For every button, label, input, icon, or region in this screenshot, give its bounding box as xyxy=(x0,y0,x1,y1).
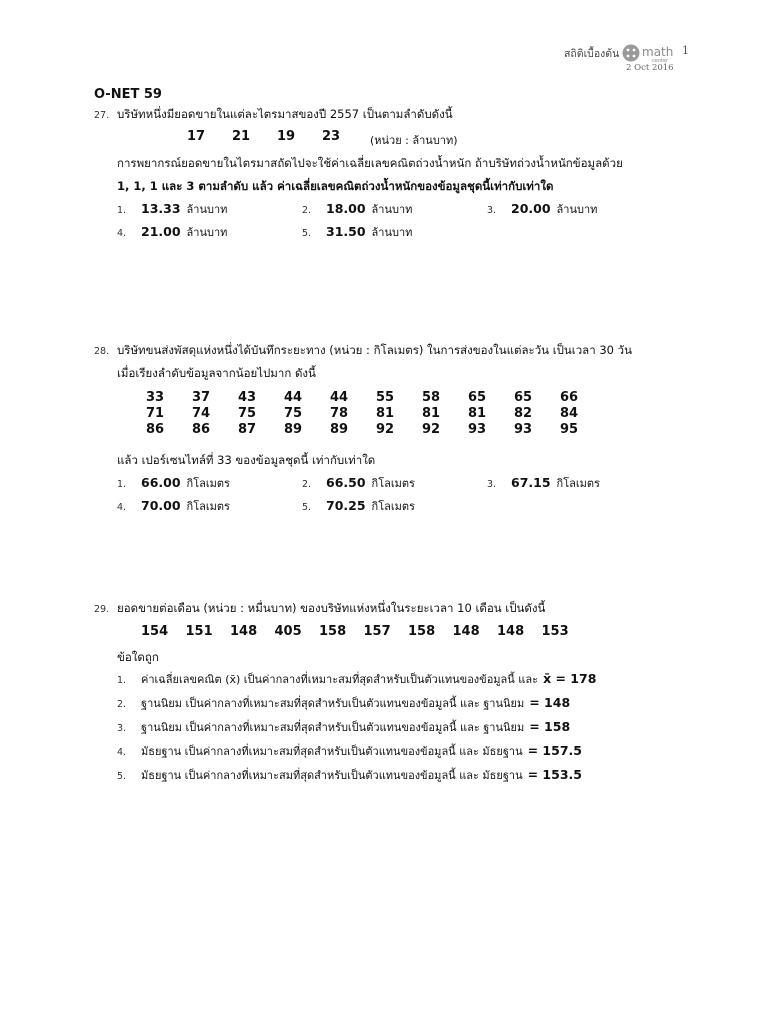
option-number: 2. xyxy=(117,699,127,710)
q27-text: บริษัทหนึ่งมียอดขายในแต่ละไตรมาสของปี 2557 เป็นตามลำดับดังนี้ xyxy=(117,107,453,121)
q28-table-cell: 65 xyxy=(468,390,487,405)
option-number: 4. xyxy=(117,228,127,239)
q28-table-cell: 84 xyxy=(560,406,579,421)
q29-option-3[interactable] xyxy=(117,718,677,742)
q29-data-value: 148 xyxy=(230,624,258,639)
option-value: 20.00 xyxy=(511,201,551,216)
q28-table-cell: 44 xyxy=(330,390,349,405)
option-value: 13.33 xyxy=(141,201,181,216)
q28-table-cell: 87 xyxy=(238,422,257,437)
option-text: มัธยฐาน เป็นค่ากลางที่เหมาะสมที่สุดสำหรับเป็นตัวแทนของข้อมูลนี้ และ มัธยฐาน xyxy=(141,745,523,758)
q28-table-row xyxy=(146,406,606,421)
q27-option-4[interactable] xyxy=(117,223,302,241)
q28-options xyxy=(117,474,677,520)
option-unit: ล้านบาท xyxy=(371,203,413,216)
q28-table-cell: 71 xyxy=(146,406,165,421)
q29-data-value: 148 xyxy=(497,624,525,639)
q28-text: บริษัทขนส่งพัสดุแห่งหนึ่งได้บันทึกระยะทาง (หน่วย : กิโลเมตร) ในการส่งของในแต่ละวัน เป็นเวลา 30 วัน xyxy=(117,343,632,357)
q27-option-row xyxy=(117,223,677,246)
option-value: 21.00 xyxy=(141,224,181,239)
q28-option-row xyxy=(117,474,677,497)
q28-table-cell: 92 xyxy=(376,422,395,437)
q28-table-cell: 86 xyxy=(146,422,165,437)
option-unit: กิโลเมตร xyxy=(186,500,230,513)
q28-option-5[interactable] xyxy=(302,497,487,515)
option-number: 1. xyxy=(117,675,127,686)
q28-table-cell: 58 xyxy=(422,390,441,405)
option-unit: กิโลเมตร xyxy=(186,477,230,490)
q28-table-cell: 74 xyxy=(192,406,211,421)
q27-number: 27. xyxy=(94,110,110,121)
q27-unit: (หน่วย : ล้านบาท) xyxy=(370,134,458,147)
option-value: = 158 xyxy=(529,719,571,734)
q29-question: ข้อใดถูก xyxy=(117,650,159,664)
option-number: 5. xyxy=(302,228,312,239)
q28-table-cell: 93 xyxy=(514,422,533,437)
q28-table-cell: 43 xyxy=(238,390,257,405)
option-number: 4. xyxy=(117,502,127,513)
q29-data-value: 153 xyxy=(541,624,569,639)
q27-data-value: 23 xyxy=(322,129,341,144)
q29-data-value: 158 xyxy=(319,624,347,639)
q28-table-cell: 93 xyxy=(468,422,487,437)
q28-table-cell: 66 xyxy=(560,390,579,405)
header-date: 2 Oct 2016 xyxy=(626,63,674,73)
option-value: 70.25 xyxy=(326,498,366,513)
q28-table-cell: 75 xyxy=(284,406,303,421)
q28-table-cell: 33 xyxy=(146,390,165,405)
exam-title: O-NET 59 xyxy=(94,87,162,102)
q29-option-1[interactable] xyxy=(117,670,677,694)
option-unit: ล้านบาท xyxy=(186,226,228,239)
q29-data-value: 157 xyxy=(363,624,391,639)
option-unit: ล้านบาท xyxy=(186,203,228,216)
q28-number: 28. xyxy=(94,346,110,357)
option-text: ฐานนิยม เป็นค่ากลางที่เหมาะสมที่สุดสำหรับเป็นตัวแทนของข้อมูลนี้ และ ฐานนิยม xyxy=(141,721,525,734)
q28-table-cell: 55 xyxy=(376,390,395,405)
logo-text: math xyxy=(642,45,674,59)
option-number: 5. xyxy=(117,771,127,782)
q29-data-value: 154 xyxy=(141,624,169,639)
option-unit: กิโลเมตร xyxy=(556,477,600,490)
q29-data-value: 158 xyxy=(408,624,436,639)
q27-line2: การพยากรณ์ยอดขายในไตรมาสถัดไปจะใช้ค่าเฉลี่ยเลขคณิตถ่วงน้ำหนัก ถ้าบริษัทถ่วงน้ำหนักข้อมูลด้วย xyxy=(117,156,623,170)
q28-option-row xyxy=(117,497,677,520)
option-number: 3. xyxy=(487,205,497,216)
q28-table-cell: 82 xyxy=(514,406,533,421)
q28-table-cell: 95 xyxy=(560,422,579,437)
q27-line3: 1, 1, 1 และ 3 ตามลำดับ แล้ว ค่าเฉลี่ยเลขคณิตถ่วงน้ำหนักของข้อมูลชุดนี้เท่ากับเท่าใด xyxy=(117,179,554,193)
option-unit: กิโลเมตร xyxy=(371,500,415,513)
page-number: 1 xyxy=(682,44,689,57)
option-number: 1. xyxy=(117,479,127,490)
logo-subtext: center xyxy=(652,58,669,64)
option-unit: กิโลเมตร xyxy=(371,477,415,490)
option-value: x̄ = 178 xyxy=(543,671,597,686)
q27-option-row xyxy=(117,200,677,223)
q28-option-4[interactable] xyxy=(117,497,302,515)
q27-option-2[interactable] xyxy=(302,200,487,218)
q29-data-value: 405 xyxy=(274,624,302,639)
option-text: ฐานนิยม เป็นค่ากลางที่เหมาะสมที่สุดสำหรับเป็นตัวแทนของข้อมูลนี้ และ ฐานนิยม xyxy=(141,697,525,710)
q28-table-cell: 86 xyxy=(192,422,211,437)
q27-option-1[interactable] xyxy=(117,200,302,218)
q28-line2: เมื่อเรียงลำดับข้อมูลจากน้อยไปมาก ดังนี้ xyxy=(117,366,316,380)
q28-option-2[interactable] xyxy=(302,474,487,492)
q29-option-4[interactable] xyxy=(117,742,677,766)
q28-table-cell: 89 xyxy=(330,422,349,437)
q27-data-row xyxy=(187,129,367,144)
q29-options xyxy=(117,670,677,790)
q28-table-cell: 65 xyxy=(514,390,533,405)
q28-table-cell: 37 xyxy=(192,390,211,405)
option-unit: ล้านบาท xyxy=(371,226,413,239)
q28-question: แล้ว เปอร์เซนไทล์ที่ 33 ของข้อมูลชุดนี้ เท่ากับเท่าใด xyxy=(117,453,376,467)
q27-data-value: 19 xyxy=(277,129,296,144)
q28-table-cell: 81 xyxy=(376,406,395,421)
option-value: = 148 xyxy=(529,695,571,710)
q29-number: 29. xyxy=(94,604,110,615)
option-value: = 157.5 xyxy=(527,743,582,758)
option-number: 2. xyxy=(302,479,312,490)
q28-table-row xyxy=(146,422,606,437)
header-title: สถิติเบื้องต้น xyxy=(564,48,620,60)
q29-data-value: 151 xyxy=(185,624,213,639)
q28-table-cell: 89 xyxy=(284,422,303,437)
q27-data-value: 21 xyxy=(232,129,251,144)
option-text: ค่าเฉลี่ยเลขคณิต (x̄) เป็นค่ากลางที่เหมาะสมที่สุดสำหรับเป็นตัวแทนของข้อมูลนี้ และ xyxy=(141,673,539,686)
q27-options xyxy=(117,200,677,246)
q28-table-row xyxy=(146,390,606,405)
q28-option-3[interactable] xyxy=(487,474,672,492)
q28-table-cell: 44 xyxy=(284,390,303,405)
q29-option-2[interactable] xyxy=(117,694,677,718)
option-value: = 153.5 xyxy=(527,767,582,782)
q28-table-cell: 92 xyxy=(422,422,441,437)
q29-text: ยอดขายต่อเดือน (หน่วย : หมื่นบาท) ของบริษัทแห่งหนึ่งในระยะเวลา 10 เดือน เป็นดังนี้ xyxy=(117,601,546,615)
option-unit: ล้านบาท xyxy=(556,203,598,216)
option-number: 5. xyxy=(302,502,312,513)
q27-option-3[interactable] xyxy=(487,200,672,218)
q27-option-5[interactable] xyxy=(302,223,487,241)
q29-option-5[interactable] xyxy=(117,766,677,790)
q28-table-cell: 78 xyxy=(330,406,349,421)
q29-data-value: 148 xyxy=(452,624,480,639)
option-number: 1. xyxy=(117,205,127,216)
q28-option-1[interactable] xyxy=(117,474,302,492)
option-number: 3. xyxy=(487,479,497,490)
q28-table-cell: 81 xyxy=(468,406,487,421)
option-number: 4. xyxy=(117,747,127,758)
math-center-logo xyxy=(622,43,682,65)
option-number: 3. xyxy=(117,723,127,734)
option-value: 18.00 xyxy=(326,201,366,216)
q27-data-value: 17 xyxy=(187,129,206,144)
option-value: 67.15 xyxy=(511,475,551,490)
q28-table-cell: 81 xyxy=(422,406,441,421)
option-value: 66.00 xyxy=(141,475,181,490)
q28-table-cell: 75 xyxy=(238,406,257,421)
option-value: 31.50 xyxy=(326,224,366,239)
option-value: 70.00 xyxy=(141,498,181,513)
option-value: 66.50 xyxy=(326,475,366,490)
q29-data-row xyxy=(141,624,586,639)
option-text: มัธยฐาน เป็นค่ากลางที่เหมาะสมที่สุดสำหรับเป็นตัวแทนของข้อมูลนี้ และ มัธยฐาน xyxy=(141,769,523,782)
option-number: 2. xyxy=(302,205,312,216)
